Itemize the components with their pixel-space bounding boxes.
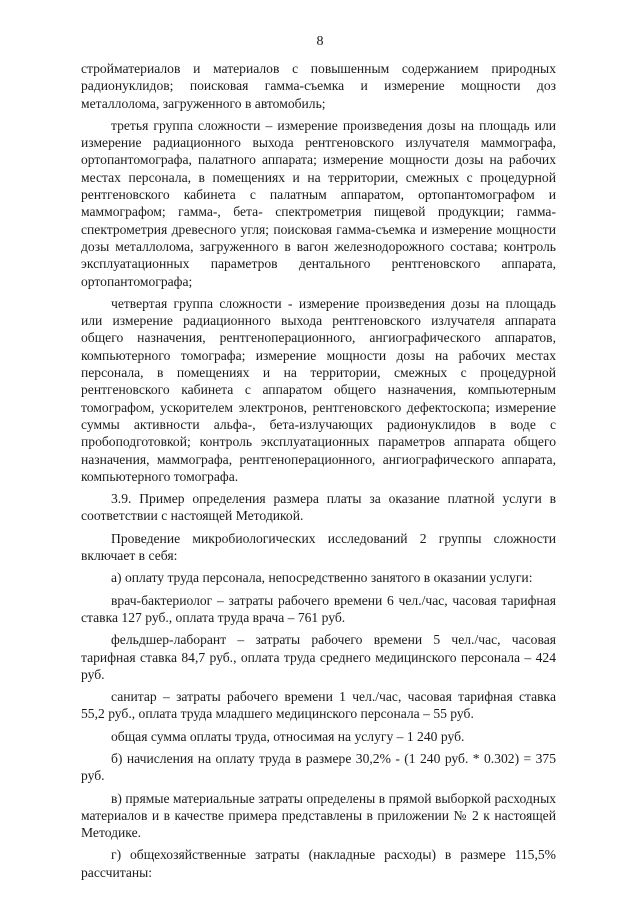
paragraph-item-v: в) прямые материальные затраты определены в прямой выборкой расходных материалов и в качестве примера представлены в приложении № 2 к настоящей Методике. <box>81 790 556 841</box>
paragraph-bacteriologist: врач-бактериолог – затраты рабочего времени 6 чел./час, часовая тарифная ставка 127 руб., оплата труда врача – 761 руб. <box>81 592 556 625</box>
paragraph-total-pay: общая сумма оплаты труда, относимая на услугу – 1 240 руб. <box>111 728 465 744</box>
paragraph-item-g: г) общехозяйственные затраты (накладные расходы) в размере 115,5% рассчитаны: <box>81 847 556 880</box>
paragraph-group-4: четвертая группа сложности - измерение произведения дозы на площадь или измерение радиационного выхода рентгеновского излучателя аппарата общего назначения, рентгеноперационного, ангиографического аппаратов, компьютерного томографа; измерение мощности дозы на рабочих местах персонала, в помещениях и на территории, смежных с процедурной рентгеновского кабинета с аппаратом общего назначения, компьютерным томографом, ускорителем электронов, рентгеновского дефектоскопа; измерение суммы активности альфа-, бета-излучающих радионуклидов в воде с пробоподготовкой; контроль эксплуатационных параметров аппарата общего назначения, маммографа, рентгеноперационного, ангиографического аппарата, компьютерного томографа. <box>81 295 556 484</box>
paragraph-section-3-9: 3.9. Пример определения размера платы за оказание платной услуги в соответствии с настоящей Методикой. <box>81 491 556 524</box>
paragraph-item-a: а) оплату труда персонала, непосредственно занятого в оказании услуги: <box>111 570 533 586</box>
paragraph-group-3: третья группа сложности – измерение произведения дозы на площадь или измерение радиационного выхода рентгеновского излучателя маммографа, ортопантомографа, палатного аппарата; измерение мощности дозы на рабочих местах персонала, в помещениях и на территории, смежных с процедурной рентгеновского кабинета с палатным аппаратом, ортопантомографом и маммографом; гамма-, бета- спектрометрия пищевой продукции; гамма-спектрометрия древесного угля; поисковая гамма-съемка и измерение мощности дозы металлолома, загруженного в вагон железнодорожного состава; контроль эксплуатационных параметров дентального рентгеновского аппарата, ортопантомографа; <box>81 117 556 289</box>
paragraph-item-b: б) начисления на оплату труда в размере 30,2% - (1 240 руб. * 0.302) = 375 руб. <box>81 750 556 784</box>
document-body <box>81 60 556 881</box>
paragraph-radionuclides-end: стройматериалов и материалов с повышенным содержанием природных радионуклидов; поисковая гамма-съемка и измерение мощности доз металлолома, загруженного в автомобиль; <box>81 61 556 111</box>
paragraph-microbiology-intro: Проведение микробиологических исследований 2 группы сложности включает в себя: <box>81 530 556 564</box>
paragraph-orderly: санитар – затраты рабочего времени 1 чел./час, часовая тарифная ставка 55,2 руб., оплата труда младшего медицинского персонала – 55 руб. <box>81 689 556 722</box>
page-number: 8 <box>316 34 324 49</box>
paragraph-lab-assistant: фельдшер-лаборант – затраты рабочего времени 5 чел./час, часовая тарифная ставка 84,7 руб., оплата труда среднего медицинского персонала – 424 руб. <box>81 632 556 682</box>
